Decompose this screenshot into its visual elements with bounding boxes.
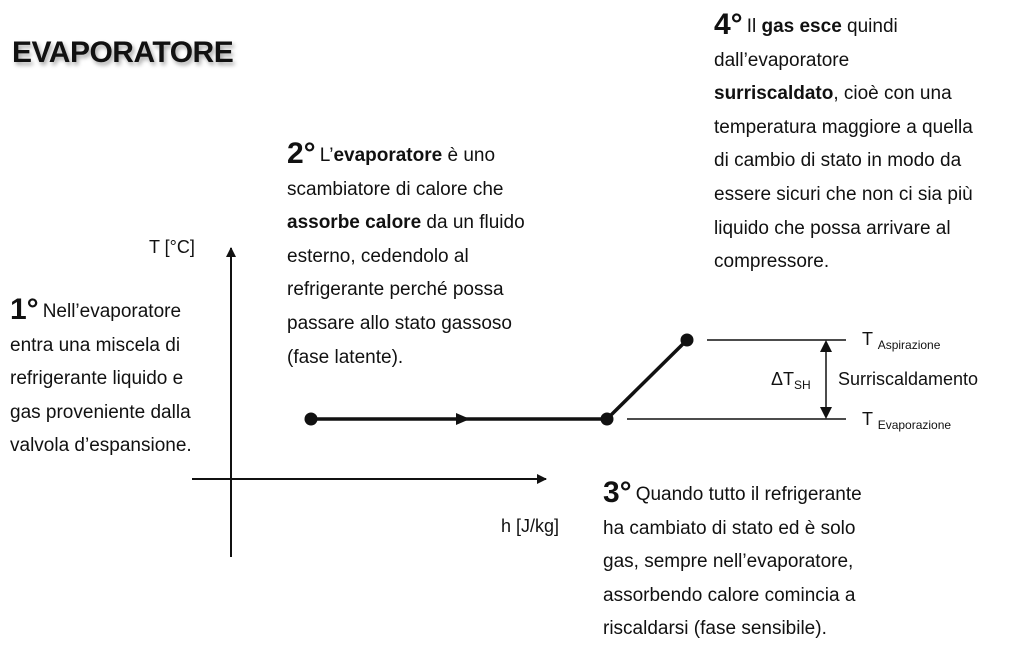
text-segment: è uno	[442, 145, 496, 166]
step-line	[603, 579, 862, 613]
text-segment: riscaldarsi (fase sensibile).	[603, 618, 827, 640]
text-segment: scambiatore di calore che	[287, 178, 504, 200]
page-title: EVAPORATORE	[12, 36, 234, 69]
text-segment: gas proveniente dalla	[10, 401, 191, 423]
inlet-point	[305, 413, 318, 426]
text-segment: Nell’evaporatore	[42, 301, 182, 322]
step-line	[287, 341, 525, 375]
step-2-text	[287, 137, 525, 374]
step-line	[714, 8, 973, 44]
text-segment: entra una miscela di	[10, 334, 181, 356]
y-axis-label: T [°C]	[149, 237, 195, 257]
step-line	[714, 245, 973, 279]
step-line	[287, 206, 525, 240]
flow-direction-arrow	[456, 413, 470, 425]
step-line	[714, 44, 973, 78]
t-aspirazione-main: T	[862, 329, 873, 349]
delta-t-sub: SH	[794, 378, 811, 392]
delta-arrow-down	[820, 407, 832, 419]
surriscaldamento-label: Surriscaldamento	[838, 369, 979, 389]
step-line	[603, 612, 862, 646]
step-line	[714, 111, 973, 145]
text-segment: assorbendo calore comincia a	[603, 584, 856, 606]
saturation-point	[601, 413, 614, 426]
text-segment: ha cambiato di stato ed è solo	[603, 517, 856, 539]
t-evaporazione-label	[862, 409, 951, 432]
text-segment: refrigerante liquido e	[10, 368, 184, 390]
text-segment: di cambio di stato in modo da	[714, 150, 962, 172]
delta-t-sh-label	[771, 369, 811, 392]
text-segment: essere sicuri che non ci sia più	[714, 183, 973, 205]
step-line	[714, 77, 973, 111]
x-axis-label: h [J/kg]	[501, 516, 560, 536]
step-line	[714, 144, 973, 178]
delta-arrow-up	[820, 340, 832, 352]
text-segment: , cioè con una	[833, 83, 952, 105]
step-number: 2°	[287, 137, 316, 170]
step-line	[603, 476, 862, 512]
bold-text: evaporatore	[333, 145, 443, 166]
step-line	[10, 396, 192, 430]
step-line	[603, 545, 862, 579]
bold-text: surriscaldato	[714, 83, 834, 105]
step-1-text	[10, 293, 192, 463]
text-segment: (fase latente).	[287, 346, 404, 368]
bold-text: assorbe calore	[287, 212, 422, 234]
text-segment: temperatura maggiore a quella	[714, 116, 973, 138]
text-segment: gas, sempre nell’evaporatore,	[603, 551, 854, 573]
outlet-point	[681, 334, 694, 347]
t-aspirazione-label	[862, 329, 940, 352]
bold-text: gas esce	[761, 16, 842, 37]
text-segment: esterno, cedendolo al	[287, 245, 469, 267]
step-line	[287, 137, 525, 173]
step-number: 1°	[10, 293, 39, 326]
t-evaporazione-main: T	[862, 409, 873, 429]
text-segment: Il	[746, 16, 762, 37]
text-segment: L’	[319, 145, 334, 166]
step-line	[714, 212, 973, 246]
text-segment: valvola d’espansione.	[10, 435, 192, 457]
step-line	[714, 178, 973, 212]
superheat-line	[607, 340, 687, 419]
text-segment: da un fluido	[421, 212, 525, 234]
step-line	[287, 240, 525, 274]
step-line	[10, 362, 192, 396]
step-line	[287, 307, 525, 341]
step-number: 3°	[603, 476, 632, 509]
step-4-text	[714, 8, 973, 279]
delta-t-main: ΔT	[771, 369, 795, 389]
text-segment: Quando tutto il refrigerante	[635, 484, 862, 505]
step-number: 4°	[714, 8, 743, 41]
step-line	[287, 173, 525, 207]
text-segment: dall’evaporatore	[714, 49, 850, 71]
text-segment: liquido che possa arrivare al	[714, 217, 951, 239]
text-segment: refrigerante perché possa	[287, 279, 504, 301]
t-aspirazione-sub: Aspirazione	[877, 338, 941, 352]
text-segment: quindi	[841, 16, 898, 37]
step-line	[10, 329, 192, 363]
text-segment: compressore.	[714, 251, 830, 273]
step-line	[287, 273, 525, 307]
step-3-text	[603, 476, 862, 646]
step-line	[603, 512, 862, 546]
step-line	[10, 429, 192, 463]
text-segment: passare allo stato gassoso	[287, 312, 512, 334]
t-evaporazione-sub: Evaporazione	[877, 418, 952, 432]
step-line	[10, 293, 192, 329]
